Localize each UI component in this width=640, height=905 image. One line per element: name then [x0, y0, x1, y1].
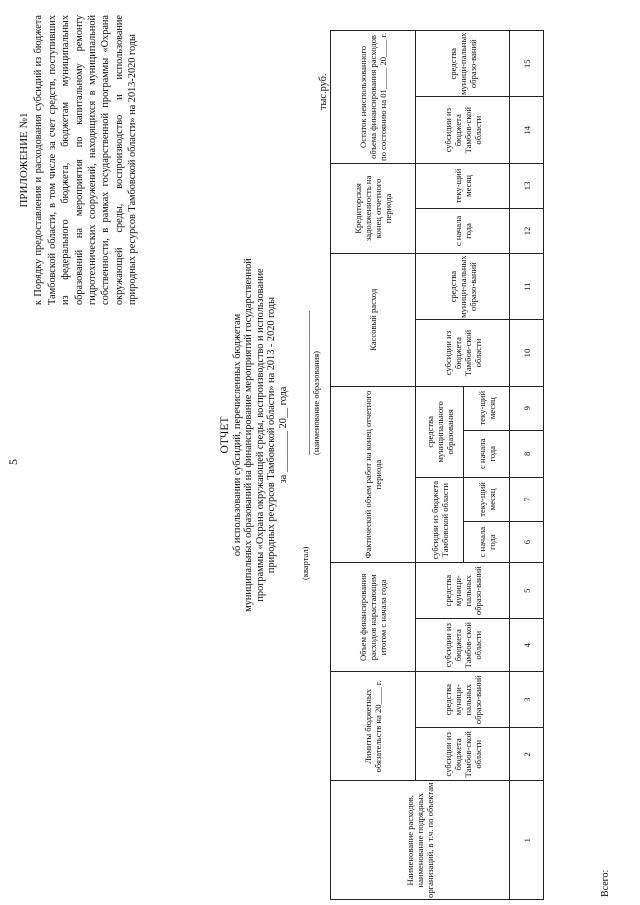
column-number: 9 [510, 386, 544, 430]
report-line-3: программы «Охрана окружающей среды, воспроизводство и использование [254, 268, 266, 602]
sub-subsidy: субсидии из бюджета Тамбов-ской области [416, 320, 510, 386]
sub-from-start: с начала года [464, 430, 510, 477]
sub-current-month: теку-щий месяц [464, 478, 510, 522]
header-name: Наименование расходов, наименование подрядных организаций, в т.ч. по объектам [331, 781, 510, 900]
page-number: 5 [6, 459, 20, 465]
appendix-block [18, 15, 140, 305]
column-number: 12 [510, 208, 544, 253]
report-line-1: об использовании субсидий, перечисленных бюджетам [231, 313, 243, 557]
sub-subsidy: субсидии из бюджета Тамбов-ской области [416, 728, 510, 781]
municipality-line: ____________________________ [300, 310, 311, 455]
column-number: 6 [510, 521, 544, 562]
column-number: 15 [510, 31, 544, 98]
column-number: 13 [510, 163, 544, 208]
header-remain: Остаток неиспользованного объема финансирования расходов по состоянию на 01_____ 20____ г. [331, 31, 416, 164]
appendix-text: к Порядку предоставления и расходования субсидий из бюджета Тамбовской области, в том числе за счет средств, поступивших из федерального бюджета, бюджетам муниципальных образований на мероприятия по капитальному ремонту гидротехнических сооружений, находящихся в муниципальной собственности, в рамках государственной программы «Охрана окружающей среды, воспроизводство и использование природных ресурсов Тамбовской области» на 2013-2020 годы [33, 15, 139, 305]
sub-current-month: теку-щий месяц [416, 163, 510, 208]
header-actual: Фактический объем работ на конец отчетного периода [331, 386, 416, 563]
column-number: 2 [510, 728, 544, 781]
report-header [220, 225, 290, 645]
sub-municipal: средства муници-пальных образо-ваний [416, 563, 510, 619]
header-volume: Объем финансирования расходов нарастающим итогом с начала года [331, 563, 416, 672]
header-cash: Кассовый расход [331, 253, 416, 386]
column-number-row [510, 31, 544, 900]
sub-subsidy-actual: субсидии из бюджета Тамбовской области [416, 478, 464, 563]
sub-from-start: с начала года [464, 521, 510, 562]
sub-municipal: средства муници-пальных образо-ваний [416, 672, 510, 728]
sub-subsidy: субсидии из бюджета Тамбов-ской области [416, 97, 510, 163]
header-credit: Кредиторская задолженность на конец отчетного периода [331, 163, 416, 253]
sub-municipal-actual: средства муниципального образования [416, 386, 464, 477]
column-number: 11 [510, 253, 544, 319]
sub-subsidy: субсидии из бюджета Тамбов-ской области [416, 619, 510, 672]
column-number: 1 [510, 781, 544, 900]
report-table [330, 30, 544, 900]
column-number: 10 [510, 320, 544, 386]
column-number: 14 [510, 97, 544, 163]
period-caption [300, 546, 311, 580]
sub-municipal: средства муници-пальных образо-ваний [416, 31, 510, 98]
municipality-caption [300, 311, 321, 455]
municipality-label: (наименование образования) [311, 351, 321, 455]
report-title: ОТЧЕТ [219, 416, 231, 454]
period-label: (квартал) [300, 546, 310, 580]
units-label: тыс.руб. [318, 73, 329, 110]
column-number: 5 [510, 563, 544, 619]
column-number: 4 [510, 619, 544, 672]
report-line-2: муниципальных образований на финансирование мероприятий государственной [243, 258, 255, 612]
total-label: Всего: [600, 869, 611, 897]
column-number: 7 [510, 478, 544, 522]
column-number: 8 [510, 430, 544, 477]
column-number: 3 [510, 672, 544, 728]
header-limits: Лимиты бюджетных обязательств на 20____ г. [331, 672, 416, 781]
report-line-4: природных ресурсов Тамбовской области» на 2013 - 2020 годы [266, 296, 278, 574]
sub-from-start: с начала года [416, 208, 510, 253]
appendix-title: ПРИЛОЖЕНИЕ №1 [18, 112, 30, 208]
sub-current-month: теку-щий месяц [464, 386, 510, 430]
report-line-5: за ________ 20__ года [277, 386, 289, 484]
sub-municipal: средства муници-пальных образо-ваний [416, 253, 510, 319]
